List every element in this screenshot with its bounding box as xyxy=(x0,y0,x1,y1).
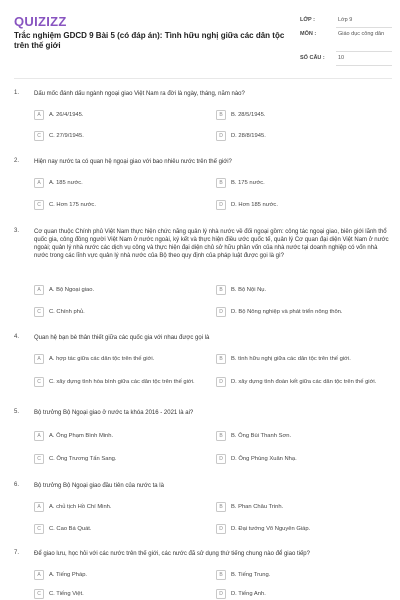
option-letter-box: D xyxy=(216,377,226,387)
question-number: 7. xyxy=(14,550,20,556)
option-text: B. 28/5/1945. xyxy=(231,111,266,118)
option-d[interactable] xyxy=(216,200,386,214)
option-c[interactable] xyxy=(34,200,204,214)
option-d[interactable] xyxy=(216,589,386,600)
option-text: C. Hơn 175 nước. xyxy=(49,201,96,208)
option-text: A. Bộ Ngoại giao. xyxy=(49,286,95,293)
option-d[interactable] xyxy=(216,131,386,145)
option-b[interactable] xyxy=(216,178,386,192)
option-b[interactable] xyxy=(216,354,386,368)
question-number: 4. xyxy=(14,334,20,340)
option-c[interactable] xyxy=(34,454,204,468)
option-text: C. 27/9/1945. xyxy=(49,132,84,139)
meta-row-subject xyxy=(300,28,392,52)
option-letter-box: A xyxy=(34,285,44,295)
quizizz-logo[interactable]: QUIZIZZ xyxy=(14,14,67,29)
option-letter-box: B xyxy=(216,502,226,512)
option-letter-box: A xyxy=(34,178,44,188)
option-text: A. 26/4/1945. xyxy=(49,111,84,118)
option-text: C. Ông Trương Tấn Sang. xyxy=(49,455,117,462)
option-letter-box: D xyxy=(216,589,226,599)
option-text: B. 175 nước. xyxy=(231,179,265,186)
option-text: D. Hơn 185 nước. xyxy=(231,201,278,208)
meta-divider xyxy=(336,65,392,66)
option-letter-box: A xyxy=(34,502,44,512)
option-c[interactable] xyxy=(34,524,204,538)
option-d[interactable] xyxy=(216,524,386,538)
option-a[interactable] xyxy=(34,431,204,445)
option-a[interactable] xyxy=(34,502,204,516)
question-number: 2. xyxy=(14,158,20,164)
option-text: A. hợp tác giữa các dân tộc trên thế giới. xyxy=(49,355,155,362)
option-d[interactable] xyxy=(216,377,386,397)
meta-value-class: Lớp 9 xyxy=(338,17,353,23)
option-c[interactable] xyxy=(34,589,204,600)
question-text: Quan hệ bạn bè thân thiết giữa các quốc gia với nhau được gọi là xyxy=(34,335,210,341)
option-text: C. Chính phủ. xyxy=(49,308,85,315)
question-text: Bộ trưởng Bộ Ngoại giao ở nước ta khóa 2016 - 2021 là ai? xyxy=(34,410,194,416)
option-letter-box: C xyxy=(34,200,44,210)
option-b[interactable] xyxy=(216,110,386,124)
option-letter-box: C xyxy=(34,589,44,599)
option-a[interactable] xyxy=(34,285,204,299)
option-text: A. Ông Phạm Bình Minh. xyxy=(49,432,114,439)
option-letter-box: A xyxy=(34,431,44,441)
question-text: Hiện nay nước ta có quan hệ ngoại giao với bao nhiêu nước trên thế giới? xyxy=(34,159,232,165)
question-text: Để giao lưu, học hỏi với các nước trên thế giới, các nước đã sử dụng thứ tiếng chung nào để giao tiếp? xyxy=(34,551,310,557)
option-text: A. chủ tịch Hồ Chí Minh. xyxy=(49,503,112,510)
option-text: D. Ông Phùng Xuân Nhạ. xyxy=(231,455,297,462)
question-text: Dấu mốc đánh dấu ngành ngoại giao Việt Nam ra đời là ngày, tháng, năm nào? xyxy=(34,91,245,97)
option-letter-box: D xyxy=(216,131,226,141)
option-text: B. tình hữu nghị giữa các dân tộc trên thế giới. xyxy=(231,355,351,362)
option-letter-box: A xyxy=(34,110,44,120)
question-number: 6. xyxy=(14,482,20,488)
worksheet-title: Trắc nghiệm GDCD 9 Bài 5 (có đáp án): Tình hữu nghị giữa các dân tộc trên thế giới xyxy=(14,31,285,50)
option-letter-box: B xyxy=(216,570,226,580)
question-number: 1. xyxy=(14,90,20,96)
option-b[interactable] xyxy=(216,431,386,445)
option-letter-box: B xyxy=(216,285,226,295)
option-letter-box: A xyxy=(34,570,44,580)
option-letter-box: C xyxy=(34,307,44,317)
option-text: C. Tiếng Việt. xyxy=(49,590,84,597)
option-letter-box: C xyxy=(34,377,44,387)
question-text: Cơ quan thuộc Chính phủ Việt Nam thực hiện chức năng quản lý nhà nước về đối ngoại gồm: công tác ngoại giao, biên giới lãnh thổ quốc gia, công đồng người Việt Nam ở nước ngoài, ký kết và thực hiện điều ước quốc tế, quản lý Cơ quan đại diện Việt Nam ở nước ngoài; quản lý nhà nước các dịch vụ công và thực hiện đại diện chủ sở hữu phần vốn của nhà nước tại doanh nghiệp có vốn nhà nước trong các lĩnh vực quản lý nhà nước của Bộ theo quy định của pháp luật được gọi là gì? xyxy=(34,229,389,259)
meta-label-question-count: SỐ CÂU : xyxy=(300,55,325,61)
option-letter-box: C xyxy=(34,131,44,141)
option-letter-box: C xyxy=(34,454,44,464)
header-divider xyxy=(14,78,392,79)
question-text: Bộ trưởng Bộ Ngoại giao đầu tiên của nước ta là xyxy=(34,483,164,489)
option-a[interactable] xyxy=(34,178,204,192)
option-text: D. 28/8/1945. xyxy=(231,132,266,139)
option-d[interactable] xyxy=(216,454,386,468)
worksheet-header xyxy=(0,0,400,76)
option-text: B. Tiếng Trung. xyxy=(231,571,271,578)
meta-label-class: LỚP : xyxy=(300,17,315,23)
meta-row-question-count xyxy=(300,52,392,66)
option-text: C. Cao Bá Quát. xyxy=(49,525,92,532)
option-text: B. Phan Châu Trinh. xyxy=(231,503,284,510)
option-text: B. Bộ Nội Nụ. xyxy=(231,286,267,293)
option-c[interactable] xyxy=(34,131,204,145)
option-a[interactable] xyxy=(34,570,204,584)
option-letter-box: D xyxy=(216,524,226,534)
meta-value-subject: Giáo dục công dân xyxy=(338,31,385,37)
option-c[interactable] xyxy=(34,307,204,321)
worksheet-meta xyxy=(300,14,392,66)
option-letter-box: D xyxy=(216,200,226,210)
option-b[interactable] xyxy=(216,502,386,516)
option-text: D. xây dựng tình đoàn kết giữa các dân tộc trên thế giới. xyxy=(231,378,377,385)
option-b[interactable] xyxy=(216,285,386,299)
question-number: 5. xyxy=(14,409,20,415)
meta-row-class xyxy=(300,14,392,28)
option-letter-box: A xyxy=(34,354,44,364)
option-text: D. Đại tướng Võ Nguyên Giáp. xyxy=(231,525,311,532)
question-number: 3. xyxy=(14,228,20,234)
option-letter-box: D xyxy=(216,454,226,464)
option-letter-box: B xyxy=(216,354,226,364)
option-text: C. xây dựng tình hòa bình giữa các dân tộc trên thế giới. xyxy=(49,378,195,385)
option-text: D. Bộ Nông nghiệp và phát triển nông thôn. xyxy=(231,308,343,315)
option-text: D. Tiếng Anh. xyxy=(231,590,266,597)
option-a[interactable] xyxy=(34,110,204,124)
option-b[interactable] xyxy=(216,570,386,584)
option-letter-box: B xyxy=(216,431,226,441)
option-c[interactable] xyxy=(34,377,204,397)
option-text: A. Tiếng Pháp. xyxy=(49,571,88,578)
meta-value-question-count: 10 xyxy=(338,55,345,61)
meta-label-subject: MÔN : xyxy=(300,31,317,37)
option-text: A. 185 nước. xyxy=(49,179,83,186)
option-d[interactable] xyxy=(216,307,386,321)
option-a[interactable] xyxy=(34,354,204,368)
option-text: B. Ông Bùi Thanh Sơn. xyxy=(231,432,292,439)
option-letter-box: B xyxy=(216,178,226,188)
option-letter-box: C xyxy=(34,524,44,534)
option-letter-box: D xyxy=(216,307,226,317)
option-letter-box: B xyxy=(216,110,226,120)
